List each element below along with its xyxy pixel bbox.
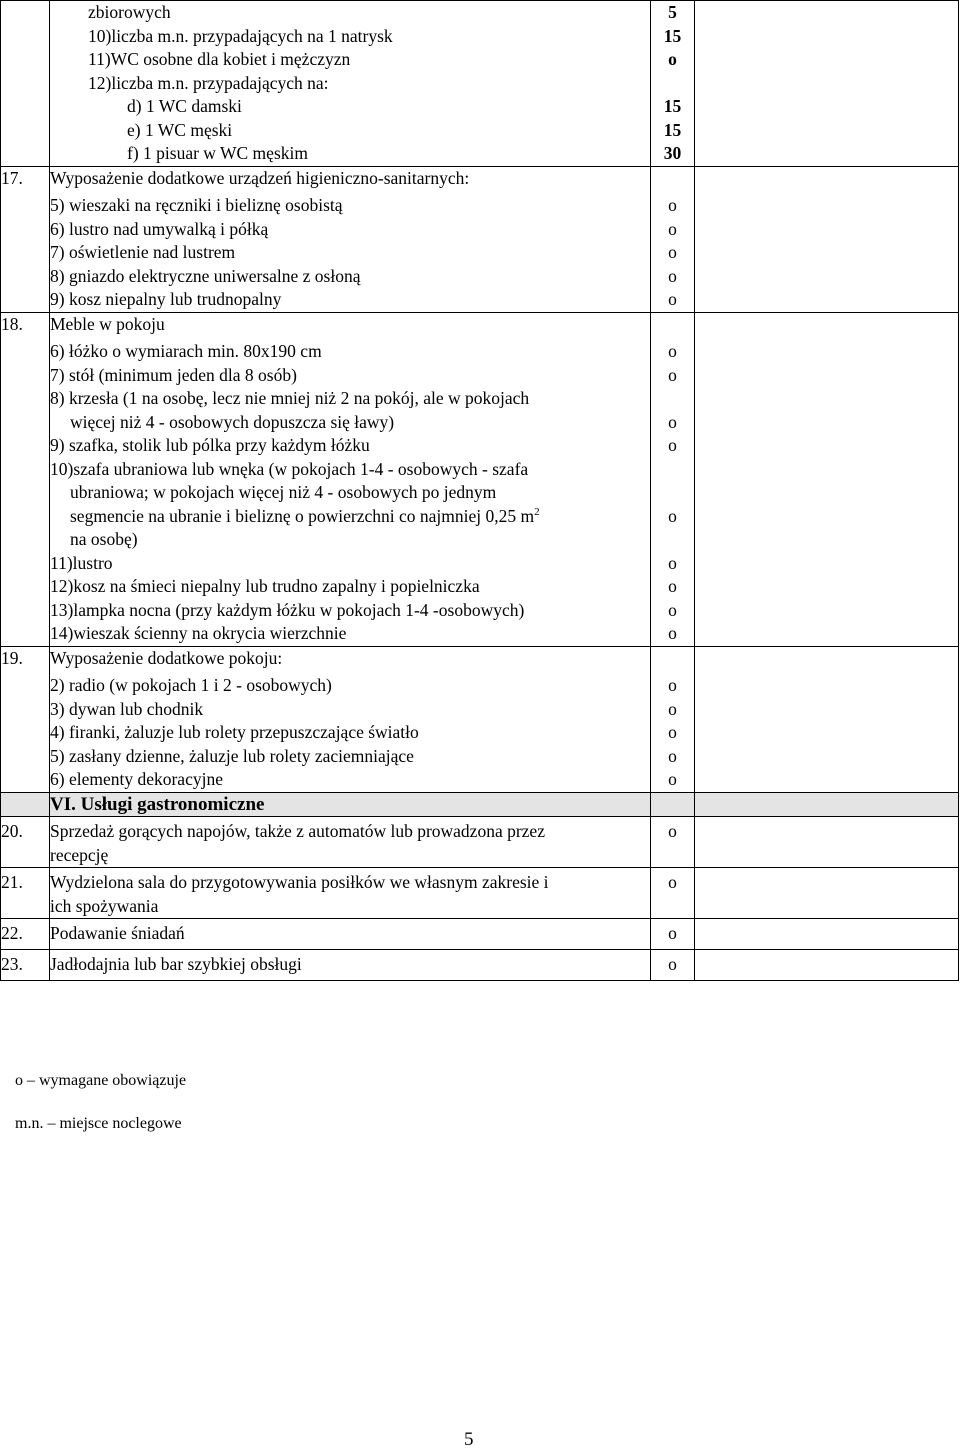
row-title: Wyposażenie dodatkowe urządzeń higieniczno-sanitarnych: [50,167,470,188]
list-item: 6) elementy dekoracyjne [50,769,223,789]
table-row [1,950,959,981]
list-item: na osobę) [70,529,138,549]
list-item: 10)szafa ubraniowa lub wnęka (w pokojach 1-4 - osobowych - szafa [50,458,529,479]
row-number: 22. [1,919,50,950]
row-description: Wydzielona sala do przygotowywania posiłków we własnym zakresie i ich spożywania [50,868,651,919]
row-number: 20. [1,817,50,868]
row-title: Wyposażenie dodatkowe pokoju: [50,647,283,668]
table-row [1,1,959,167]
list-item: 3) dywan lub chodnik [50,698,204,719]
list-item: 7) stół (minimum jeden dla 8 osób) [50,364,297,385]
row-title: Meble w pokoju [50,313,165,334]
row-description [50,312,651,646]
requirement-values: o o o o o o o o o [651,312,695,646]
table-row [1,646,959,792]
row-description: Podawanie śniadań [50,919,651,950]
list-item: 14)wieszak ścienny na okrycia wierzchnie [50,623,347,643]
requirement-values: o o o o o [651,166,695,312]
legend-abbreviation: m.n. – miejsce noclegowe [15,1115,182,1132]
list-item: 9) szafka, stolik lub pólka przy każdym łóżku [50,435,370,455]
list-item: f) 1 pisuar w WC męskim [127,143,308,163]
list-item: 2) radio (w pokojach 1 i 2 - osobowych) [50,675,332,695]
table-row [1,312,959,646]
list-item: 10)liczba m.n. przypadających na 1 natrysk [88,25,393,46]
page-number: 5 [464,1429,474,1450]
list-item: d) 1 WC damski [127,96,242,116]
row-number: 19. [1,646,50,792]
requirement-value: o [651,868,695,919]
list-item: 5) wieszaki na ręczniki i bieliznę osobistą [50,195,343,215]
list-item: 13)lampka nocna (przy każdym łóżku w pokojach 1-4 -osobowych) [50,599,525,620]
list-item: 11)lustro [50,552,113,573]
list-item: 4) firanki, żaluzje lub rolety przepuszczające światło [50,722,419,742]
section-header-row [1,792,959,817]
requirement-value: o [651,919,695,950]
list-item: zbiorowych [88,2,171,22]
requirement-value: o [651,817,695,868]
section-title: VI. Usługi gastronomiczne [50,792,651,817]
requirement-value: o [651,950,695,981]
list-item: 9) kosz niepalny lub trudnopalny [50,289,282,309]
list-item: 5) zasłany dzienne, żaluzje lub rolety zaciemniające [50,745,414,766]
table-row [1,817,959,868]
list-item: 6) lustro nad umywalką i półką [50,218,269,239]
row-description: Sprzedaż gorących napojów, także z automatów lub prowadzona przez recepcję [50,817,651,868]
row-description: Jadłodajnia lub bar szybkiej obsługi [50,950,651,981]
table-row [1,868,959,919]
requirement-values: o o o o o [651,646,695,792]
row-number: 23. [1,950,50,981]
list-item: 8) gniazdo elektryczne uniwersalne z osłoną [50,265,361,286]
row-number: 21. [1,868,50,919]
list-item: ubraniowa; w pokojach więcej niż 4 - osobowych po jednym [70,482,497,502]
requirement-values: 5 15 o 15 15 30 [651,1,695,167]
list-item: 12)kosz na śmieci niepalny lub trudno zapalny i popielniczka [50,576,480,596]
list-item: 7) oświetlenie nad lustrem [50,242,236,262]
list-item: 11)WC osobne dla kobiet i mężczyzn [88,49,351,69]
row-description [50,1,651,167]
list-item: 12)liczba m.n. przypadających na: [88,72,329,93]
table-row [1,166,959,312]
table-row [1,919,959,950]
list-item: więcej niż 4 - osobowych dopuszcza się ławy) [70,411,395,432]
row-description [50,166,651,312]
row-number: 18. [1,312,50,646]
list-item: 8) krzesła (1 na osobę, lecz nie mniej niż 2 na pokój, ale w pokojach [50,388,530,408]
list-item: e) 1 WC męski [127,119,233,140]
list-item: 6) łóżko o wymiarach min. 80x190 cm [50,341,322,361]
list-item: segmencie na ubranie i bieliznę o powierzchni co najmniej 0,25 $m^2$ [70,505,540,526]
legend-required: o – wymagane obowiązuje [15,1072,187,1089]
row-number: 17. [1,166,50,312]
row-description [50,646,651,792]
